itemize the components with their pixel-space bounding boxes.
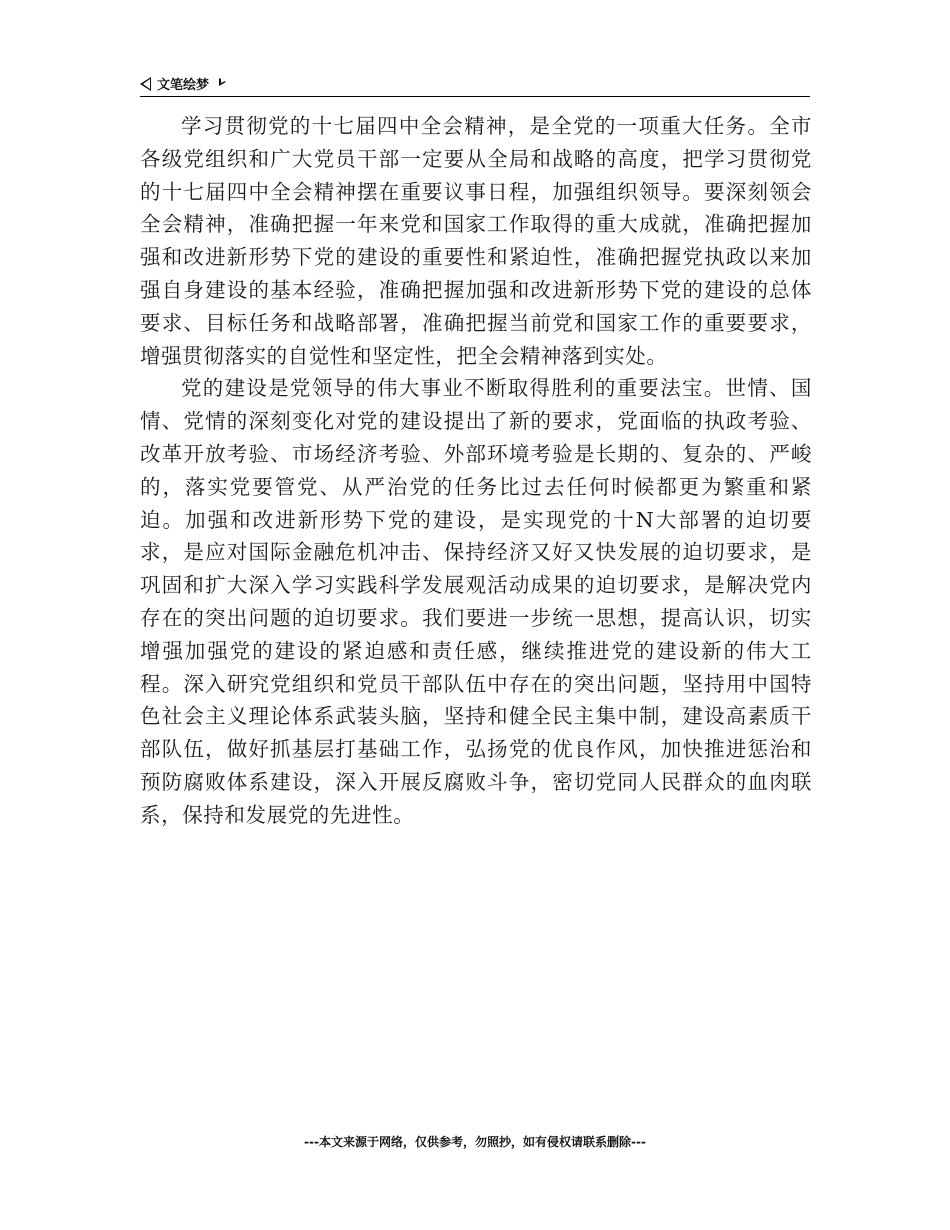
page-footer: ---本文来源于网络，仅供参考，勿照抄，如有侵权请联系删除--- [304,1135,646,1149]
document-body [140,110,812,832]
page-header [140,70,810,97]
triangle-right-icon [219,78,226,86]
header-brand-group [140,74,226,93]
paragraph-1: 学习贯彻党的十七届四中全会精神，是全党的一项重大任务。全市各级党组织和广大党员干部一定要从全局和战略的高度，把学习贯彻党的十七届四中全会精神摆在重要议事日程，加强组织领导。要深刻领会全会精神，准确把握一年来党和国家工作取得的重大成就，准确把握加强和改进新形势下党的建设的重要性和紧迫性，准确把握党执政以来加强自身建设的基本经验，准确把握加强和改进新形势下党的建设的总体要求、目标任务和战略部署，准确把握当前党和国家工作的重要要求，增强贯彻落实的自觉性和坚定性，把全会精神落到实处。 [140,114,812,368]
paragraph-2: 党的建设是党领导的伟大事业不断取得胜利的重要法宝。世情、国情、党情的深刻变化对党的建设提出了新的要求，党面临的执政考验、改革开放考验、市场经济考验、外部环境考验是长期的、复杂的、严峻的，落实党要管党、从严治党的任务比过去任何时候都更为繁重和紧迫。加强和改进新形势下党的建设，是实现党的十N大部署的迫切要求，是应对国际金融危机冲击、保持经济又好又快发展的迫切要求，是巩固和扩大深入学习实践科学发展观活动成果的迫切要求，是解决党内存在的突出问题的迫切要求。我们要进一步统一思想，提高认识，切实增强加强党的建设的紧迫感和责任感，继续推进党的建设新的伟大工程。深入研究党组织和党员干部队伍中存在的突出问题，坚持用中国特色社会主义理论体系武装头脑，坚持和健全民主集中制，建设高素质干部队伍，做好抓基层打基础工作，弘扬党的优良作风，加快推进惩治和预防腐败体系建设，深入开展反腐败斗争，密切党同人民群众的血肉联系，保持和发展党的先进性。 [140,376,812,827]
header-brand: 文笔绘梦 [157,78,210,93]
triangle-left-icon [140,77,151,91]
